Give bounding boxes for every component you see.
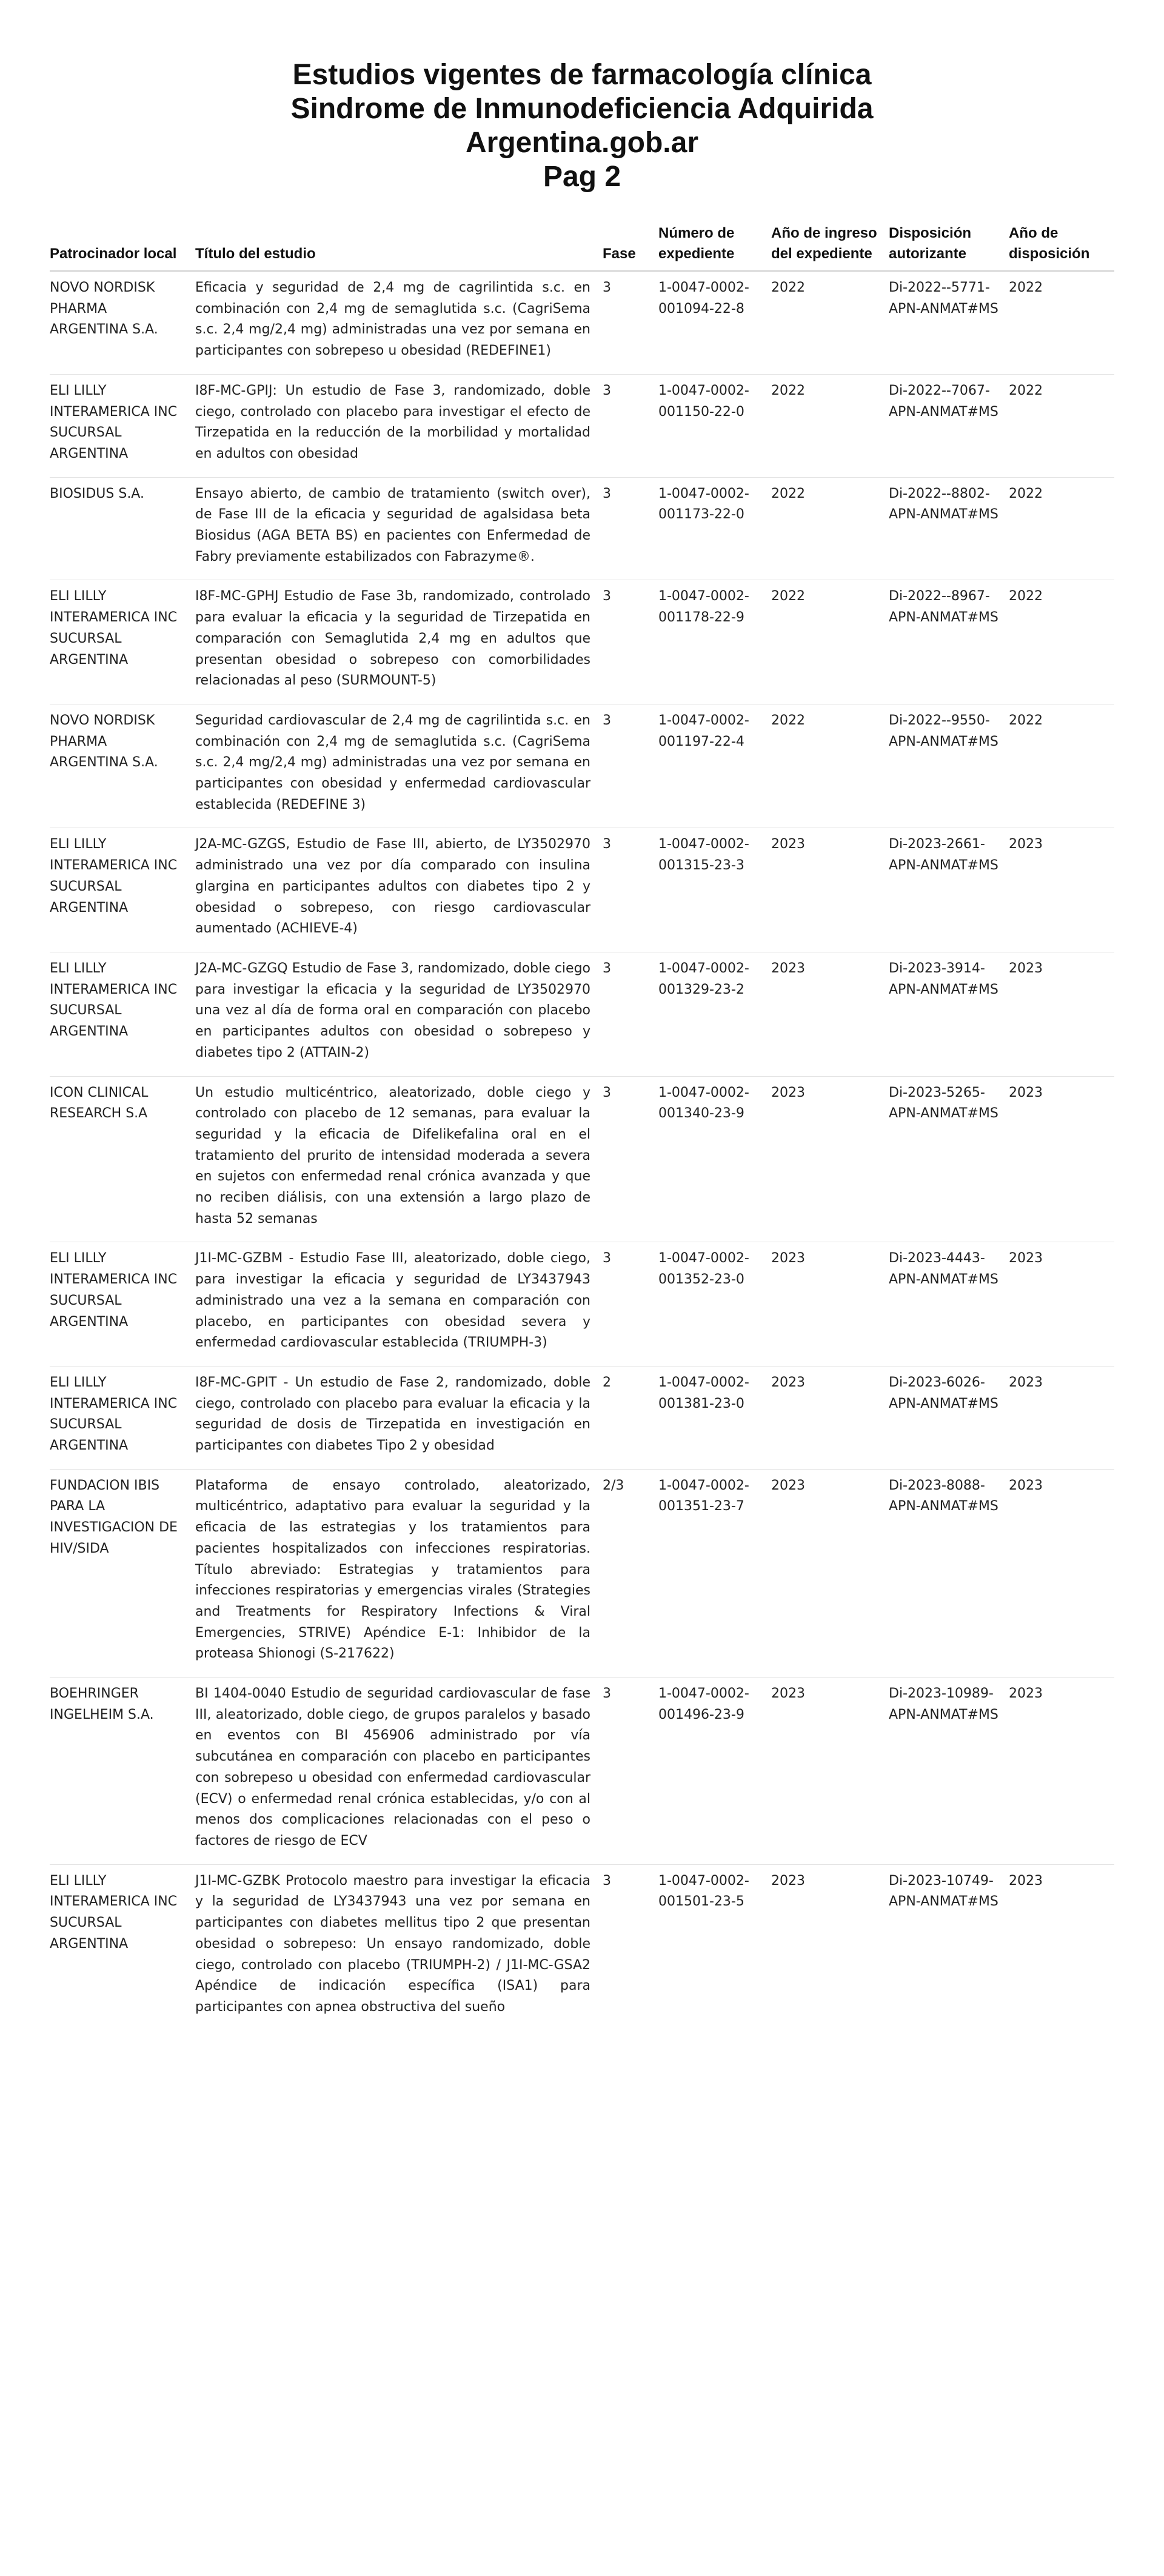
cell-disposition: Di-2023-4443-APN-ANMAT#MS	[889, 1242, 1009, 1367]
cell-disp-year: 2023	[1009, 1469, 1114, 1677]
cell-sponsor: ELI LILLY INTERAMERICA INC SUCURSAL ARGENTINA	[50, 828, 195, 952]
table-row	[50, 1366, 1114, 1469]
table-row	[50, 477, 1114, 580]
table-row	[50, 374, 1114, 477]
cell-sponsor: ELI LILLY INTERAMERICA INC SUCURSAL ARGENTINA	[50, 580, 195, 704]
cell-year-in: 2022	[771, 704, 889, 828]
document-source: Argentina.gob.ar	[465, 127, 699, 159]
cell-year-in: 2022	[771, 374, 889, 477]
cell-disposition: Di-2023-2661-APN-ANMAT#MS	[889, 828, 1009, 952]
cell-phase: 3	[603, 1873, 611, 1889]
table-row	[50, 952, 1114, 1076]
cell-expediente: 1-0047-0002-001197-22-4	[658, 704, 771, 828]
cell-title: J1I-MC-GZBM - Estudio Fase III, aleatorizado, doble ciego, para investigar la eficacia y seguridad de LY3437943 administrado una vez a la semana en comparación con placebo, en participantes con obesidad severa y enfermedad cardiovascular establecida (TRIUMPH-3)	[195, 1242, 603, 1367]
table-row	[50, 1242, 1114, 1367]
cell-phase: 2	[603, 1366, 658, 1469]
header-sponsor: Patrocinador local	[50, 223, 195, 271]
studies-table-container	[50, 223, 1114, 2030]
cell-year-in: 2023	[771, 1366, 889, 1469]
cell-sponsor: ELI LILLY INTERAMERICA INC SUCURSAL ARGENTINA	[50, 1242, 195, 1367]
header-title: Título del estudio	[195, 223, 603, 271]
cell-disp-year: 2022	[1009, 477, 1114, 580]
cell-disp-year: 2023	[1009, 1873, 1043, 1889]
cell-expediente: 1-0047-0002-001150-22-0	[658, 374, 771, 477]
table-row	[50, 271, 1114, 374]
cell-disposition: Di-2022--5771-APN-ANMAT#MS	[889, 271, 1009, 374]
cell-disp-year: 2022	[1009, 374, 1114, 477]
cell-expediente: 1-0047-0002-001340-23-9	[658, 1076, 771, 1242]
cell-phase: 3	[603, 477, 658, 580]
cell-sponsor: BOEHRINGER INGELHEIM S.A.	[50, 1678, 195, 1865]
cell-expediente: 1-0047-0002-001094-22-8	[658, 271, 771, 374]
cell-disposition: Di-2023-8088-APN-ANMAT#MS	[889, 1469, 1009, 1677]
cell-year-in: 2022	[771, 477, 889, 580]
cell-title: J2A-MC-GZGQ Estudio de Fase 3, randomizado, doble ciego para investigar la eficacia y la seguridad de LY3502970 una vez al día de forma oral en comparación con placebo en participantes adultos con obesidad o sobrepeso y diabetes tipo 2 (ATTAIN-2)	[195, 952, 603, 1076]
cell-expediente: 1-0047-0002-001315-23-3	[658, 828, 771, 952]
cell-phase: 3	[603, 374, 658, 477]
cell-disposition: Di-2023-5265-APN-ANMAT#MS	[889, 1076, 1009, 1242]
cell-disposition: Di-2023-6026-APN-ANMAT#MS	[889, 1366, 1009, 1469]
cell-year-in: 2023	[771, 828, 889, 952]
cell-sponsor: BIOSIDUS S.A.	[50, 477, 195, 580]
cell-disp-year: 2023	[1009, 1242, 1114, 1367]
cell-disposition: Di-2022--7067-APN-ANMAT#MS	[889, 374, 1009, 477]
cell-expediente: 1-0047-0002-001381-23-0	[658, 1366, 771, 1469]
cell-expediente: 1-0047-0002-001496-23-9	[658, 1678, 771, 1865]
cell-disp-year: 2022	[1009, 271, 1114, 374]
cell-expediente: 1-0047-0002-001329-23-2	[658, 952, 771, 1076]
header-expediente: Número de expediente	[658, 223, 771, 271]
cell-phase: 3	[603, 1678, 658, 1865]
cell-disp-year: 2023	[1009, 828, 1114, 952]
cell-disposition: Di-2022--9550-APN-ANMAT#MS	[889, 704, 1009, 828]
cell-disp-year: 2023	[1009, 952, 1114, 1076]
cell-phase: 3	[603, 1076, 658, 1242]
cell-sponsor: ICON CLINICAL RESEARCH S.A	[50, 1076, 195, 1242]
cell-year-in: 2023	[771, 1678, 889, 1865]
header-year-in: Año de ingreso del expediente	[771, 223, 889, 271]
cell-phase: 3	[603, 704, 658, 828]
studies-table	[50, 223, 1114, 2030]
cell-sponsor: ELI LILLY INTERAMERICA INC SUCURSAL ARGENTINA	[50, 952, 195, 1076]
cell-phase: 3	[603, 952, 658, 1076]
header-disposition: Disposición autorizante	[889, 223, 1009, 271]
cell-disposition: Di-2023-10989-APN-ANMAT#MS	[889, 1678, 1009, 1865]
cell-disp-year: 2022	[1009, 704, 1114, 828]
cell-sponsor: ELI LILLY INTERAMERICA INC SUCURSAL ARGENTINA	[50, 1366, 195, 1469]
table-header-row	[50, 223, 1114, 271]
page-number: Pag 2	[543, 161, 621, 193]
cell-sponsor: FUNDACION IBIS PARA LA INVESTIGACION DE HIV/SIDA	[50, 1469, 195, 1677]
cell-title: Ensayo abierto, de cambio de tratamiento (switch over), de Fase III de la eficacia y seguridad de agalsidasa beta Biosidus (AGA BETA BS) en pacientes con Enfermedad de Fabry previamente estabilizados con Fabrazyme®.	[195, 477, 603, 580]
cell-disp-year: 2023	[1009, 1076, 1114, 1242]
header-phase: Fase	[603, 223, 658, 271]
cell-year-in: 2023	[771, 1076, 889, 1242]
cell-title: I8F-MC-GPIJ: Un estudio de Fase 3, randomizado, doble ciego, controlado con placebo para investigar el efecto de Tirzepatida en la reducción de la morbilidad y mortalidad en adultos con obesidad	[195, 374, 603, 477]
cell-sponsor: NOVO NORDISK PHARMA ARGENTINA S.A.	[50, 704, 195, 828]
cell-phase: 3	[603, 271, 658, 374]
cell-disp-year: 2023	[1009, 1678, 1114, 1865]
cell-title: Un estudio multicéntrico, aleatorizado, doble ciego y controlado con placebo de 12 semanas, para evaluar la seguridad y la eficacia de Difelikefalina oral en el tratamiento del prurito de intensidad moderada a severa en sujetos con enfermedad renal crónica avanzada y que no reciben diálisis, con una extensión a largo plazo de hasta 52 semanas	[195, 1076, 603, 1242]
cell-year-in: 2022	[771, 271, 889, 374]
table-row	[50, 1678, 1114, 1865]
cell-title: J2A-MC-GZGS, Estudio de Fase III, abierto, de LY3502970 administrado una vez por día comparado con insulina glargina en participantes adultos con diabetes tipo 2 y obesidad o sobrepeso, con riesgo cardiovascular aumentado (ACHIEVE-4)	[195, 828, 603, 952]
cell-disposition: Di-2022--8967-APN-ANMAT#MS	[889, 580, 1009, 704]
cell-phase: 3	[603, 828, 658, 952]
cell-disp-year: 2023	[1009, 1366, 1114, 1469]
table-row	[50, 828, 1114, 952]
cell-sponsor: NOVO NORDISK PHARMA ARGENTINA S.A.	[50, 271, 195, 374]
cell-title: I8F-MC-GPIT - Un estudio de Fase 2, randomizado, doble ciego, controlado con placebo para evaluar la eficacia y la seguridad de dosis de Tirzepatida en investigación en participantes con diabetes Tipo 2 y obesidad	[195, 1366, 603, 1469]
cell-expediente: 1-0047-0002-001173-22-0	[658, 477, 771, 580]
document-title: Estudios vigentes de farmacología clínica	[292, 59, 872, 91]
cell-phase: 2/3	[603, 1469, 658, 1677]
table-row	[50, 1864, 1114, 2030]
cell-year-in: 2023	[771, 952, 889, 1076]
cell-expediente: 1-0047-0002-001178-22-9	[658, 580, 771, 704]
cell-year-in: 2023	[771, 1873, 805, 1889]
document-header	[0, 58, 1164, 194]
table-row	[50, 1076, 1114, 1242]
cell-title: I8F-MC-GPHJ Estudio de Fase 3b, randomizado, controlado para evaluar la eficacia y la seguridad de Tirzepatida en comparación con Semaglutida 2,4 mg en adultos que presentan obesidad o sobrepeso con comorbilidades relacionadas al peso (SURMOUNT-5)	[195, 580, 603, 704]
cell-phase: 3	[603, 1242, 658, 1367]
table-row	[50, 704, 1114, 828]
cell-title: BI 1404-0040 Estudio de seguridad cardiovascular de fase III, aleatorizado, doble ciego, de grupos paralelos y basado en eventos con BI 456906 administrado por vía subcutánea en comparación con placebo en participantes con sobrepeso u obesidad con enfermedad cardiovascular (ECV) o enfermedad renal crónica establecidas, y/o con al menos dos complicaciones relacionadas con el peso o factores de riesgo de ECV	[195, 1678, 603, 1865]
cell-expediente: 1-0047-0002-001501-23-5	[658, 1873, 749, 1910]
cell-title: J1I-MC-GZBK Protocolo maestro para investigar la eficacia y la seguridad de LY3437943 una vez por semana en participantes con diabetes mellitus tipo 2 que presentan obesidad o sobrepeso: Un ensayo randomizado, doble ciego, controlado con placebo (TRIUMPH-2) / J1I-MC-GSA2 Apéndice de indicación específica (ISA1) para participantes con apnea obstructiva del sueño	[195, 1873, 590, 2015]
table-row	[50, 1469, 1114, 1677]
cell-title: Seguridad cardiovascular de 2,4 mg de cagrilintida s.c. en combinación con 2,4 mg de semaglutida s.c. (CagriSema s.c. 2,4 mg/2,4 mg) administradas una vez por semana en participantes con obesidad y enfermedad cardiovascular establecida (REDEFINE 3)	[195, 704, 603, 828]
cell-disp-year: 2022	[1009, 580, 1114, 704]
document-subtitle: Sindrome de Inmunodeficiencia Adquirida	[290, 93, 874, 125]
cell-title: Eficacia y seguridad de 2,4 mg de cagrilintida s.c. en combinación con 2,4 mg de semaglutida s.c. (CagriSema s.c. 2,4 mg/2,4 mg) administradas una vez por semana en participantes con sobrepeso u obesidad (REDEFINE1)	[195, 271, 603, 374]
cell-sponsor: ELI LILLY INTERAMERICA INC SUCURSAL ARGENTINA	[50, 374, 195, 477]
cell-phase: 3	[603, 580, 658, 704]
cell-disposition: Di-2022--8802-APN-ANMAT#MS	[889, 477, 1009, 580]
cell-year-in: 2022	[771, 580, 889, 704]
header-disp-year: Año de disposición	[1009, 223, 1114, 271]
table-row	[50, 580, 1114, 704]
cell-disposition: Di-2023-10749-APN-ANMAT#MS	[889, 1873, 998, 1910]
cell-sponsor: ELI LILLY INTERAMERICA INC SUCURSAL ARGENTINA	[50, 1873, 178, 1952]
cell-disposition: Di-2023-3914-APN-ANMAT#MS	[889, 952, 1009, 1076]
cell-expediente: 1-0047-0002-001351-23-7	[658, 1469, 771, 1677]
cell-year-in: 2023	[771, 1242, 889, 1367]
cell-title: Plataforma de ensayo controlado, aleatorizado, multicéntrico, adaptativo para evaluar la seguridad y la eficacia de las estrategias y los tratamientos para pacientes hospitalizados con infecciones respiratorias. Título abreviado: Estrategias y tratamientos para infecciones respiratorias y emergencias virales (Strategies and Treatments for Respiratory Infections & Viral Emergencies, STRIVE) Apéndice E-1: Inhibidor de la proteasa Shionogi (S-217622)	[195, 1469, 603, 1677]
cell-year-in: 2023	[771, 1469, 889, 1677]
cell-expediente: 1-0047-0002-001352-23-0	[658, 1242, 771, 1367]
